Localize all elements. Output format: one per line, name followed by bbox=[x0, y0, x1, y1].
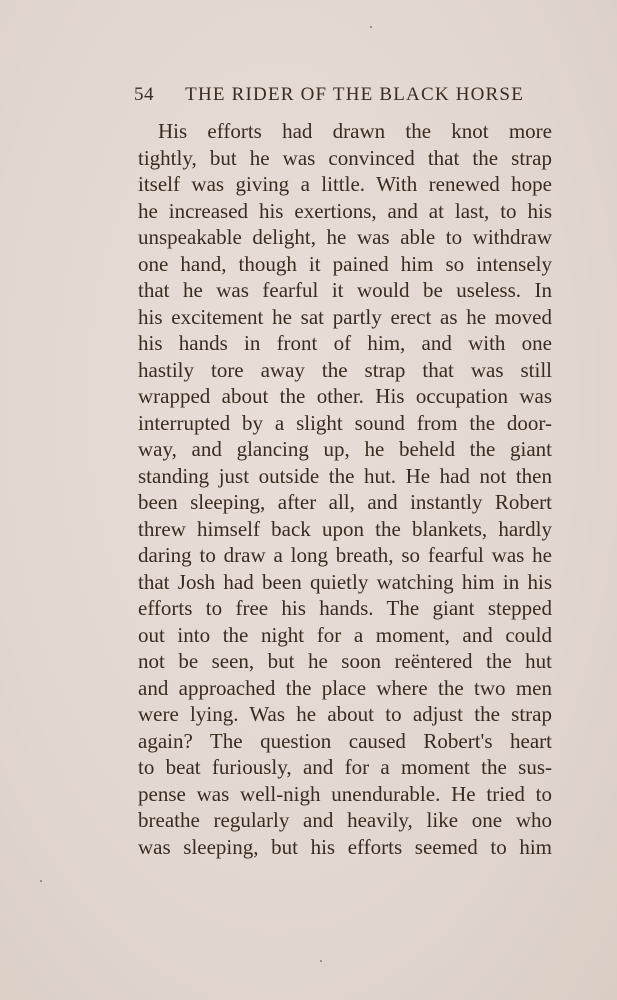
paper-speck bbox=[320, 960, 322, 962]
body-text bbox=[138, 118, 552, 860]
text-line: threw himself back upon the blankets, hardly bbox=[138, 516, 552, 541]
running-title: THE RIDER OF THE BLACK HORSE bbox=[185, 84, 524, 105]
text-line: tightly, but he was convinced that the strap bbox=[138, 145, 552, 170]
text-line: that he was fearful it would be useless. In bbox=[138, 278, 552, 302]
text-line: interrupted by a slight sound from the door- bbox=[138, 410, 552, 435]
text-line: way, and glancing up, he beheld the giant bbox=[138, 437, 552, 461]
text-line: been sleeping, after all, and instantly Robert bbox=[138, 490, 552, 514]
text-line: his hands in front of him, and with one bbox=[138, 331, 552, 355]
running-head bbox=[134, 84, 524, 114]
text-line: itself was giving a little. With renewed hope bbox=[138, 172, 552, 196]
text-line: breathe regularly and heavily, like one who bbox=[138, 808, 552, 832]
text-line: hastily tore away the strap that was still bbox=[138, 357, 552, 382]
text-line: not be seen, but he soon reëntered the hut bbox=[138, 649, 552, 673]
text-line: daring to draw a long breath, so fearful was he bbox=[138, 543, 552, 567]
text-line: to beat furiously, and for a moment the sus- bbox=[138, 755, 552, 779]
text-line: one hand, though it pained him so intensely bbox=[138, 251, 552, 276]
text-line: his excitement he sat partly erect as he moved bbox=[138, 304, 552, 329]
text-line: and approached the place where the two men bbox=[138, 675, 552, 700]
text-line: His efforts had drawn the knot more bbox=[158, 119, 552, 143]
page-number: 54 bbox=[134, 84, 154, 105]
text-line: was sleeping, but his efforts seemed to him bbox=[138, 834, 552, 859]
paper-speck bbox=[40, 880, 42, 882]
text-line: again? The question caused Robert's heart bbox=[138, 728, 552, 753]
text-line: that Josh had been quietly watching him in his bbox=[138, 569, 552, 594]
text-line: wrapped about the other. His occupation was bbox=[138, 384, 552, 408]
text-line: out into the night for a moment, and could bbox=[138, 622, 552, 647]
text-line: he increased his exertions, and at last, to his bbox=[138, 198, 552, 223]
text-line: were lying. Was he about to adjust the strap bbox=[138, 702, 552, 726]
text-line: unspeakable delight, he was able to withdraw bbox=[138, 225, 552, 249]
paper-speck bbox=[370, 26, 372, 28]
text-line: standing just outside the hut. He had not then bbox=[138, 463, 552, 488]
text-line: pense was well-nigh unendurable. He tried to bbox=[138, 781, 552, 806]
text-line: efforts to free his hands. The giant stepped bbox=[138, 596, 552, 620]
